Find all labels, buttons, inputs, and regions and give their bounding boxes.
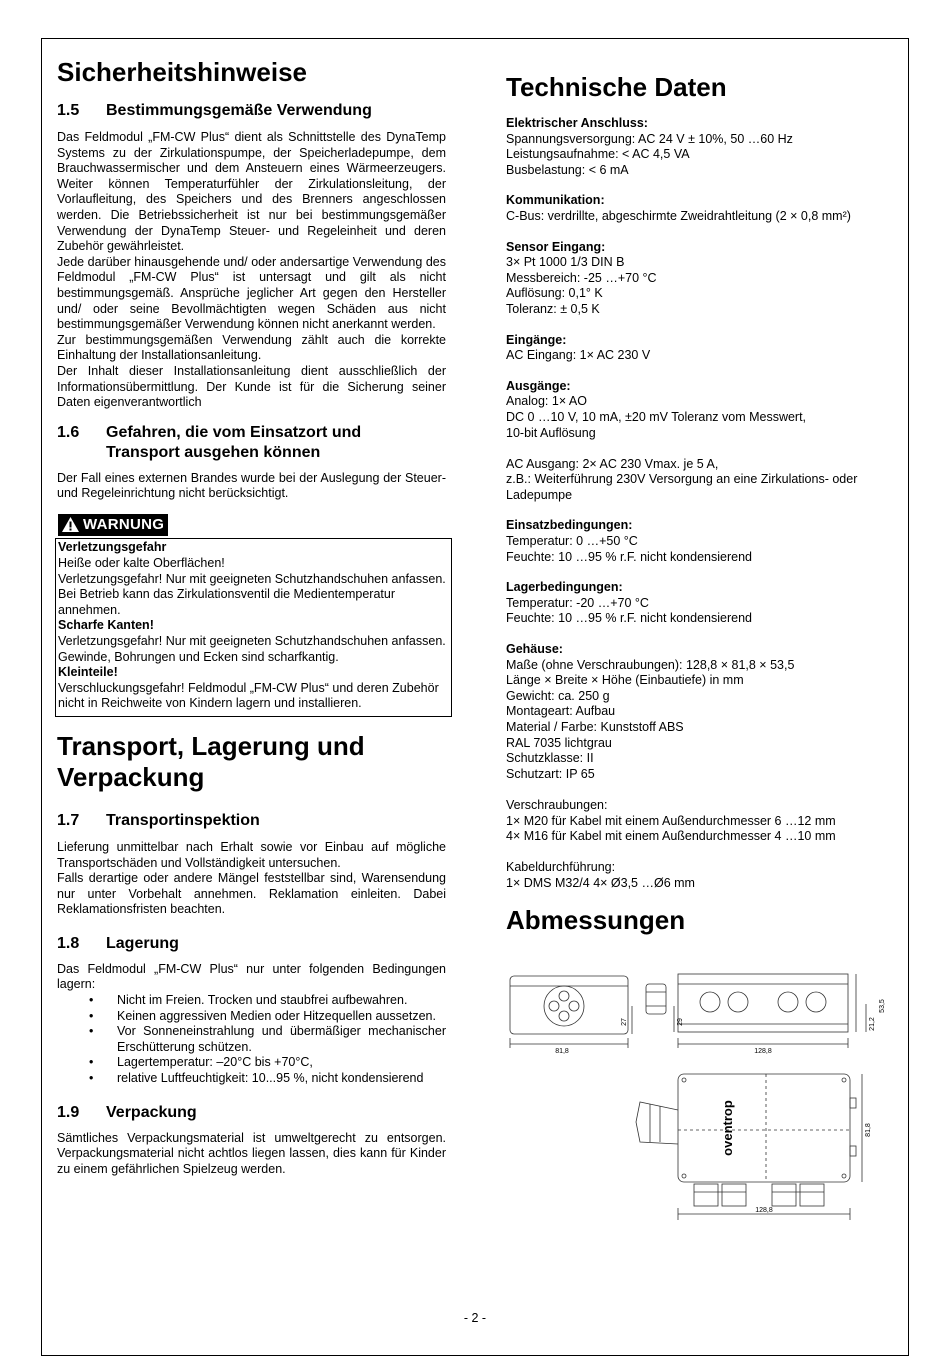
- dimension-label: 27: [621, 1018, 628, 1026]
- brand-logo-text: oventrop: [720, 1100, 735, 1156]
- spec-title: Gehäuse:: [506, 642, 563, 657]
- spec-line: 1× DMS M32/4 4× Ø3,5 …Ø6 mm: [506, 875, 695, 890]
- spec-line: DC 0 …10 V, 10 mA, ±20 mV Toleranz vom Messwert,: [506, 409, 807, 424]
- dimension-label: 21,2: [869, 1017, 876, 1031]
- spec-line: z.B.: Weiterführung 230V Versorgung an eine Zirkulations- oder Ladepumpe: [506, 472, 858, 502]
- left-column: [57, 50, 446, 1177]
- dimension-label: 81,8: [865, 1123, 872, 1137]
- spec-line: Toleranz: ± 0,5 K: [506, 301, 600, 316]
- dimension-label: 128,8: [755, 1207, 773, 1214]
- section-number: 1.8: [57, 934, 80, 952]
- warning-text: Heiße oder kalte Oberflächen!: [58, 555, 225, 570]
- spec-title: Sensor Eingang:: [506, 239, 606, 254]
- spec-housing: [506, 642, 901, 892]
- section-1-6-heading: [57, 423, 446, 463]
- section-number: 1.6: [57, 423, 80, 441]
- dimension-label: 81,8: [555, 1048, 569, 1055]
- section-title: Bestimmungsgemäße Verwendung: [106, 102, 372, 119]
- paragraph: Jede darüber hinausgehende und/ oder andersartige Verwendung des Feldmodul „FM-CW Plus“ ist untersagt und gilt als nicht bestimmungsgemäß. Ansprüche jeglicher Art gegen den Hersteller und/ oder seine Bevollmächtigten wegen Schäden aus nicht bestimmungsgemäßer Verwendung können nicht anerkannt werden.: [57, 254, 446, 332]
- spec-line: Feuchte: 10 …95 % r.F. nicht kondensierend: [506, 611, 752, 626]
- spec-sensor: [506, 240, 901, 318]
- heading-tech-data: Technische Daten: [506, 72, 727, 102]
- section-number: 1.5: [57, 102, 80, 119]
- spec-title: Eingänge:: [506, 332, 567, 347]
- dimension-drawing: [500, 962, 890, 1230]
- warning-title: Kleinteile!: [58, 665, 118, 680]
- section-title: Gefahren, die vom Einsatzort und Transport ausgehen können: [106, 423, 362, 461]
- section-number: 1.9: [57, 1103, 80, 1121]
- spec-line: Montageart: Aufbau: [506, 704, 616, 719]
- paragraph: Der Inhalt dieser Installationsanleitung dient ausschließlich der Informationsübermittlung. Der Kunde ist für die Sicherung seiner Daten eigenverantwortlich: [57, 363, 446, 410]
- spec-line: Verschraubungen:: [506, 797, 608, 812]
- section-1-5-heading: [57, 101, 446, 121]
- heading-dimensions: Abmessungen: [506, 904, 686, 935]
- spec-line: Kabeldurchführung:: [506, 860, 616, 875]
- spec-inputs: [506, 333, 901, 364]
- spec-title: Elektrischer Anschluss:: [506, 116, 648, 130]
- section-title: Lagerung: [106, 934, 179, 952]
- warning-badge-text: WARNUNG: [83, 516, 165, 534]
- paragraph: Das Feldmodul „FM-CW Plus“ dient als Schnittstelle des DynaTemp Systems zu der Zirkulationspumpe, der Speicherladepumpe, dem Brauchwassermischer und dem Ansteuern eines Wärmeerzeugers. Weiter können Temperaturfühler der Zirkulationsleitung, der Vorlaufleitung, des Speichers und des Brenners angeschlossen werden. Die Betriebssicherheit ist nur bei bestimmungsgemäßer Verwendung der DynaTemp Steuer- und Regeleinheit und deren Zubehör gewährleistet.: [57, 130, 446, 254]
- paragraph: Sämtliches Verpackungsmaterial ist umweltgerecht zu entsorgen. Verpackungsmaterial nicht achtlos liegen lassen, dies kann für Kinder zu einem gefährlichen Spielzeug werden.: [57, 1130, 446, 1176]
- paragraph: Zur bestimmungsgemäßen Verwendung zählt auch die korrekte Einhaltung der Installationsanleitung.: [57, 332, 446, 363]
- heading-transport: Transport, Lagerung und Verpackung: [57, 730, 365, 792]
- spec-line: Spannungsversorgung: AC 24 V ± 10%, 50 …60 Hz: [506, 131, 793, 146]
- section-number: 1.7: [57, 811, 80, 829]
- section-title: Transportinspektion: [106, 811, 260, 829]
- list-item: • Vor Sonneneinstrahlung und übermäßiger mechanischer Erschütterung schützen.: [57, 1024, 446, 1055]
- spec-line: Analog: 1× AO: [506, 394, 587, 409]
- spec-line: Feuchte: 10 …95 % r.F. nicht kondensierend: [506, 549, 752, 564]
- dimension-label: 128,8: [754, 1048, 772, 1055]
- warning-title: Scharfe Kanten!: [58, 618, 154, 633]
- spec-communication: [506, 193, 901, 224]
- warning-badge: [58, 514, 168, 536]
- spec-line: Schutzart: IP 65: [506, 766, 595, 781]
- section-1-7-heading: [57, 811, 446, 831]
- spec-line: 10-bit Auflösung: [506, 425, 596, 440]
- spec-title: Ausgänge:: [506, 378, 571, 393]
- spec-line: C-Bus: verdrillte, abgeschirmte Zweidrahtleitung (2 × 0,8 mm²): [506, 208, 851, 223]
- spec-line: Länge × Breite × Höhe (Einbautiefe) in mm: [506, 673, 744, 688]
- spec-line: RAL 7035 lichtgrau: [506, 735, 612, 750]
- spec-title: Einsatzbedingungen:: [506, 518, 633, 533]
- spec-line: Material / Farbe: Kunststoff ABS: [506, 720, 684, 734]
- spec-line: Gewicht: ca. 250 g: [506, 688, 610, 703]
- spec-operating-conditions: [506, 518, 901, 565]
- spec-line: Maße (ohne Verschraubungen): 128,8 × 81,8 × 53,5: [506, 657, 795, 672]
- storage-list: [57, 993, 446, 1087]
- spec-line: AC Eingang: 1× AC 230 V: [506, 348, 651, 363]
- spec-line: 3× Pt 1000 1/3 DIN B: [506, 255, 625, 270]
- spec-line: 4× M16 für Kabel mit einem Außendurchmesser 4 …10 mm: [506, 829, 836, 844]
- warning-label: [58, 514, 446, 539]
- dimension-label: 29: [677, 1018, 684, 1026]
- spec-title: Lagerbedingungen:: [506, 580, 623, 595]
- warning-text: Verschluckungsgefahr! Feldmodul „FM-CW Plus“ und deren Zubehör nicht in Reichweite von Kindern lagern und installieren.: [58, 680, 439, 711]
- right-column: [506, 50, 901, 936]
- spec-line: Messbereich: -25 …+70 °C: [506, 270, 657, 285]
- spec-electrical: [506, 116, 901, 178]
- spec-title: Kommunikation:: [506, 193, 605, 208]
- spec-line: Auflösung: 0,1° K: [506, 286, 603, 301]
- list-item: • Nicht im Freien. Trocken und staubfrei aufbewahren.: [57, 993, 446, 1009]
- spec-line: Schutzklasse: II: [506, 751, 594, 766]
- heading-safety: Sicherheitshinweise: [57, 57, 307, 87]
- warning-text: Verletzungsgefahr! Nur mit geeigneten Schutzhandschuhen anfassen. Gewinde, Bohrungen und Ecken sind scharfkantig.: [58, 633, 446, 664]
- section-title: Verpackung: [106, 1103, 197, 1121]
- warning-box: [55, 538, 452, 717]
- dimension-label: 53,5: [879, 999, 886, 1013]
- warning-triangle-icon: [61, 516, 80, 533]
- section-1-8-heading: [57, 934, 446, 954]
- list-item: • Keinen aggressiven Medien oder Hitzequellen aussetzen.: [57, 1009, 446, 1025]
- paragraph: Falls derartige oder andere Mängel feststellbar sind, Warensendung nur unter Vorbehalt annehmen. Reklamation einleiten. Dabei Reklamationsfristen beachten.: [57, 871, 446, 917]
- warning-title: Verletzungsgefahr: [58, 540, 167, 555]
- paragraph: Der Fall eines externen Brandes wurde bei der Auslegung der Steuer- und Regeleinrichtung nicht berücksichtigt.: [57, 470, 446, 501]
- section-1-9-heading: [57, 1103, 446, 1123]
- warning-text: Verletzungsgefahr! Nur mit geeigneten Schutzhandschuhen anfassen. Bei Betrieb kann das Zirkulationsventil die Medientemperatur annehmen.: [58, 571, 446, 617]
- spec-line: 1× M20 für Kabel mit einem Außendurchmesser 6 …12 mm: [506, 813, 836, 828]
- spec-line: AC Ausgang: 2× AC 230 Vmax. je 5 A,: [506, 456, 719, 471]
- spec-line: Leistungsaufnahme: < AC 4,5 VA: [506, 147, 690, 162]
- spec-line: Temperatur: 0 …+50 °C: [506, 534, 638, 549]
- paragraph: Das Feldmodul „FM-CW Plus“ nur unter folgenden Bedingungen lagern:: [57, 961, 446, 992]
- page-number: - 2 -: [463, 1311, 487, 1325]
- spec-outputs: [506, 379, 901, 504]
- list-item: • Lagertemperatur: –20°C bis +70°C,: [57, 1055, 446, 1071]
- paragraph: Lieferung unmittelbar nach Erhalt sowie vor Einbau auf mögliche Transportschäden und Vollständigkeit untersuchen.: [57, 839, 446, 870]
- spec-storage-conditions: [506, 580, 901, 627]
- spec-line: Busbelastung: < 6 mA: [506, 162, 629, 177]
- list-item: • relative Luftfeuchtigkeit: 10...95 %, nicht kondensierend: [57, 1071, 446, 1087]
- spec-line: Temperatur: -20 …+70 °C: [506, 595, 649, 610]
